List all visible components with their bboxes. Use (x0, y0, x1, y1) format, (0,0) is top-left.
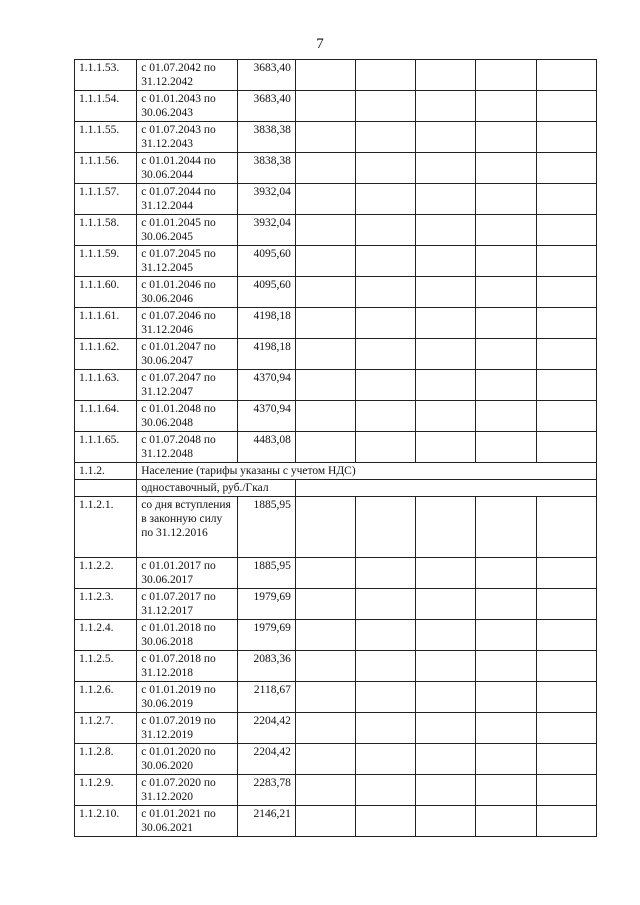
blank-cell (356, 122, 416, 153)
row-period: с 01.07.2045 по 31.12.2045 (137, 246, 237, 277)
row-period: с 01.01.2020 по 30.06.2020 (137, 744, 237, 775)
row-value: 3932,04 (237, 184, 295, 215)
row-value: 4370,94 (237, 370, 295, 401)
blank-cell (295, 682, 355, 713)
table-row (75, 806, 597, 837)
blank-cell (295, 775, 355, 806)
blank-cell (295, 744, 355, 775)
table-row (75, 60, 597, 91)
blank-cell (536, 682, 596, 713)
row-number: 1.1.1.62. (75, 339, 137, 370)
row-period: с 01.01.2017 по 30.06.2017 (137, 558, 237, 589)
blank-cell (416, 432, 476, 463)
blank-cell (476, 215, 536, 246)
row-period: с 01.07.2017 по 31.12.2017 (137, 589, 237, 620)
tariff-table (74, 59, 597, 837)
blank-cell (295, 432, 355, 463)
table-row (75, 497, 597, 558)
blank-cell (295, 370, 355, 401)
blank-cell (295, 184, 355, 215)
row-period: с 01.01.2046 по 30.06.2046 (137, 277, 237, 308)
blank-cell (356, 558, 416, 589)
table-row (75, 558, 597, 589)
blank-cell (295, 713, 355, 744)
table-row (75, 246, 597, 277)
row-period: с 01.07.2046 по 31.12.2046 (137, 308, 237, 339)
blank-cell (295, 308, 355, 339)
row-period: с 01.01.2048 по 30.06.2048 (137, 401, 237, 432)
blank-cell (356, 339, 416, 370)
row-period: с 01.07.2044 по 31.12.2044 (137, 184, 237, 215)
row-period: с 01.01.2043 по 30.06.2043 (137, 91, 237, 122)
blank-cell (536, 339, 596, 370)
row-value: 2118,67 (237, 682, 295, 713)
blank-cell (356, 713, 416, 744)
table-row (75, 775, 597, 806)
blank-cell (416, 620, 476, 651)
blank-cell (536, 401, 596, 432)
section-number-blank (75, 480, 137, 497)
row-number: 1.1.1.63. (75, 370, 137, 401)
table-row (75, 370, 597, 401)
blank-cell (476, 713, 536, 744)
blank-cell (476, 682, 536, 713)
tariff-rows-part-1 (75, 60, 597, 463)
section-subtitle-row (75, 480, 597, 497)
blank-cell (476, 308, 536, 339)
blank-cell (536, 744, 596, 775)
row-number: 1.1.1.55. (75, 122, 137, 153)
blank-cell (416, 682, 476, 713)
row-value: 3838,38 (237, 153, 295, 184)
blank-cell (536, 775, 596, 806)
row-period: с 01.01.2045 по 30.06.2045 (137, 215, 237, 246)
blank-cell (476, 744, 536, 775)
tariff-rows-part-2 (75, 558, 597, 837)
blank-cell (536, 558, 596, 589)
blank-cell (356, 370, 416, 401)
blank-cell (356, 744, 416, 775)
row-number: 1.1.1.65. (75, 432, 137, 463)
row-value: 3683,40 (237, 60, 295, 91)
blank-cell (476, 246, 536, 277)
blank-cell (295, 620, 355, 651)
section-title-row (75, 463, 597, 480)
blank-cell (356, 620, 416, 651)
blank-cell (356, 215, 416, 246)
blank-cell (416, 370, 476, 401)
blank-cell (416, 184, 476, 215)
row-period: с 01.07.2018 по 31.12.2018 (137, 651, 237, 682)
blank-cell (476, 339, 536, 370)
blank-cell (476, 370, 536, 401)
row-value: 4198,18 (237, 308, 295, 339)
blank-cell (416, 401, 476, 432)
row-period: с 01.07.2043 по 31.12.2043 (137, 122, 237, 153)
blank-cell (476, 401, 536, 432)
table-row (75, 215, 597, 246)
blank-cell (476, 432, 536, 463)
row-period: с 01.01.2044 по 30.06.2044 (137, 153, 237, 184)
row-number: 1.1.1.54. (75, 91, 137, 122)
row-period: с 01.07.2019 по 31.12.2019 (137, 713, 237, 744)
blank-cell (536, 432, 596, 463)
blank-cell (476, 651, 536, 682)
row-number: 1.1.2.1. (75, 497, 137, 558)
blank-cell (536, 246, 596, 277)
blank-cell (476, 620, 536, 651)
blank-cell (356, 775, 416, 806)
table-row (75, 432, 597, 463)
blank-cell (416, 806, 476, 837)
blank-cell (416, 589, 476, 620)
table-row (75, 91, 597, 122)
blank-cell (416, 246, 476, 277)
blank-cell (416, 775, 476, 806)
blank-cell (295, 497, 355, 558)
table-row (75, 339, 597, 370)
blank-cell (295, 91, 355, 122)
row-number: 1.1.2.4. (75, 620, 137, 651)
row-period: с 01.01.2021 по 30.06.2021 (137, 806, 237, 837)
blank-cell (476, 589, 536, 620)
blank-cell (356, 432, 416, 463)
blank-cell (476, 775, 536, 806)
blank-cell (295, 589, 355, 620)
blank-cell (356, 308, 416, 339)
row-number: 1.1.1.64. (75, 401, 137, 432)
blank-cell (476, 122, 536, 153)
row-number: 1.1.2.5. (75, 651, 137, 682)
blank-cell (295, 60, 355, 91)
blank-cell (536, 277, 596, 308)
row-number: 1.1.1.60. (75, 277, 137, 308)
row-number: 1.1.1.61. (75, 308, 137, 339)
table-row (75, 744, 597, 775)
row-value: 4483,08 (237, 432, 295, 463)
row-period: с 01.01.2047 по 30.06.2047 (137, 339, 237, 370)
row-value: 2204,42 (237, 713, 295, 744)
row-number: 1.1.1.59. (75, 246, 137, 277)
blank-cell (536, 184, 596, 215)
blank-cell (416, 558, 476, 589)
blank-cell (356, 277, 416, 308)
blank-cell (476, 91, 536, 122)
row-period: с 01.01.2018 по 30.06.2018 (137, 620, 237, 651)
blank-cell (356, 497, 416, 558)
blank-cell (416, 277, 476, 308)
table-row (75, 713, 597, 744)
row-value: 1885,95 (237, 497, 295, 558)
blank-cell (476, 558, 536, 589)
row-value: 3838,38 (237, 122, 295, 153)
row-value: 4370,94 (237, 401, 295, 432)
blank-cell (295, 558, 355, 589)
blank-cell (536, 806, 596, 837)
blank-cell (416, 497, 476, 558)
blank-cell (416, 153, 476, 184)
blank-cell (295, 401, 355, 432)
section-subtitle: одноставочный, руб./Гкал (137, 480, 296, 497)
section-title: Население (тарифы указаны с учетом НДС) (137, 463, 597, 480)
blank-cell (536, 91, 596, 122)
blank-cell (295, 153, 355, 184)
blank-cell (356, 806, 416, 837)
blank-cell (476, 60, 536, 91)
blank-cell (295, 246, 355, 277)
table-row (75, 184, 597, 215)
row-value: 1979,69 (237, 589, 295, 620)
blank-cell (536, 122, 596, 153)
row-value: 1979,69 (237, 620, 295, 651)
blank-cell (295, 122, 355, 153)
table-row (75, 153, 597, 184)
blank-cell (356, 589, 416, 620)
table-row (75, 682, 597, 713)
blank-cell (476, 184, 536, 215)
table-row (75, 277, 597, 308)
blank-cell (295, 651, 355, 682)
row-number: 1.1.2.3. (75, 589, 137, 620)
table-row (75, 589, 597, 620)
row-period: с 01.01.2019 по 30.06.2019 (137, 682, 237, 713)
row-number: 1.1.2.10. (75, 806, 137, 837)
blank-cell (536, 620, 596, 651)
row-period: с 01.07.2048 по 31.12.2048 (137, 432, 237, 463)
blank-cell (416, 91, 476, 122)
row-value: 2204,42 (237, 744, 295, 775)
blank-cell (536, 215, 596, 246)
section-number: 1.1.2. (75, 463, 137, 480)
blank-cell (416, 339, 476, 370)
row-value: 4198,18 (237, 339, 295, 370)
blank-cell (295, 339, 355, 370)
row-number: 1.1.2.8. (75, 744, 137, 775)
row-period: с 01.07.2020 по 31.12.2020 (137, 775, 237, 806)
blank-cell (295, 480, 596, 497)
row-value: 4095,60 (237, 277, 295, 308)
blank-cell (536, 370, 596, 401)
row-period: с 01.07.2042 по 31.12.2042 (137, 60, 237, 91)
blank-cell (356, 184, 416, 215)
row-period: со дня вступления в законную силу по 31.12.2016 (137, 497, 237, 558)
blank-cell (295, 215, 355, 246)
blank-cell (416, 308, 476, 339)
blank-cell (476, 277, 536, 308)
blank-cell (536, 308, 596, 339)
table-row (75, 401, 597, 432)
row-value: 1885,95 (237, 558, 295, 589)
blank-cell (536, 651, 596, 682)
tariff-row-first (75, 497, 597, 558)
row-value: 2283,78 (237, 775, 295, 806)
blank-cell (416, 215, 476, 246)
blank-cell (356, 153, 416, 184)
blank-cell (476, 806, 536, 837)
blank-cell (536, 713, 596, 744)
table-row (75, 308, 597, 339)
row-number: 1.1.1.58. (75, 215, 137, 246)
row-value: 3932,04 (237, 215, 295, 246)
blank-cell (536, 589, 596, 620)
blank-cell (416, 713, 476, 744)
row-value: 3683,40 (237, 91, 295, 122)
table-row (75, 122, 597, 153)
table-row (75, 651, 597, 682)
row-period: с 01.07.2047 по 31.12.2047 (137, 370, 237, 401)
blank-cell (536, 60, 596, 91)
blank-cell (295, 277, 355, 308)
blank-cell (356, 91, 416, 122)
blank-cell (356, 246, 416, 277)
blank-cell (356, 401, 416, 432)
row-number: 1.1.1.57. (75, 184, 137, 215)
row-value: 4095,60 (237, 246, 295, 277)
row-number: 1.1.2.6. (75, 682, 137, 713)
row-number: 1.1.2.2. (75, 558, 137, 589)
blank-cell (295, 806, 355, 837)
row-number: 1.1.1.53. (75, 60, 137, 91)
row-number: 1.1.1.56. (75, 153, 137, 184)
blank-cell (416, 60, 476, 91)
blank-cell (356, 682, 416, 713)
blank-cell (356, 60, 416, 91)
row-number: 1.1.2.7. (75, 713, 137, 744)
blank-cell (416, 744, 476, 775)
section-header (75, 463, 597, 497)
blank-cell (536, 497, 596, 558)
blank-cell (416, 122, 476, 153)
row-value: 2146,21 (237, 806, 295, 837)
row-number: 1.1.2.9. (75, 775, 137, 806)
blank-cell (476, 497, 536, 558)
blank-cell (536, 153, 596, 184)
blank-cell (476, 153, 536, 184)
blank-cell (416, 651, 476, 682)
row-value: 2083,36 (237, 651, 295, 682)
table-row (75, 620, 597, 651)
page-number: 7 (316, 36, 324, 52)
blank-cell (356, 651, 416, 682)
